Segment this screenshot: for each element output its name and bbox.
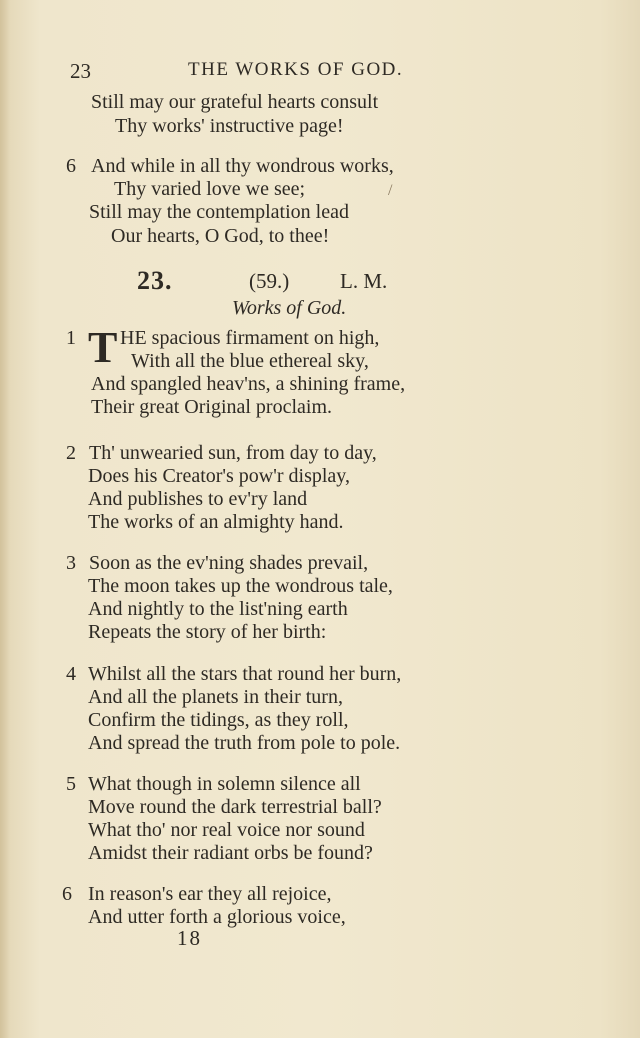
verse-line: With all the blue ethereal sky, — [131, 350, 369, 372]
drop-cap: T — [88, 323, 118, 372]
verse-line: Th' unwearied sun, from day to day, — [89, 442, 377, 464]
verse-line: And nightly to the list'ning earth — [88, 598, 348, 620]
verse-line: And utter forth a glorious voice, — [88, 906, 346, 928]
verse-number: 6 — [62, 883, 72, 905]
verse-number: 3 — [66, 552, 76, 574]
verse-line: Does his Creator's pow'r display, — [88, 465, 350, 487]
verse-line: Repeats the story of her birth: — [88, 621, 327, 643]
verse-line: Amidst their radiant orbs be found? — [88, 842, 373, 864]
previous-hymn-line: Thy varied love we see; — [114, 178, 306, 200]
verse-line: The works of an almighty hand. — [88, 511, 344, 533]
verse-line: In reason's ear they all rejoice, — [88, 883, 332, 905]
verse-line: And spangled heav'ns, a shining frame, — [91, 373, 406, 395]
previous-hymn-line: And while in all thy wondrous works, — [91, 155, 394, 177]
verse-number: 5 — [66, 773, 76, 795]
verse-line: HE spacious firmament on high, — [120, 327, 380, 349]
verse-number: 1 — [66, 327, 76, 349]
verse-line: Confirm the tidings, as they roll, — [88, 709, 349, 731]
verse-line: And all the planets in their turn, — [88, 686, 343, 708]
print-blemish-mark: / — [388, 182, 393, 199]
verse-line: What tho' nor real voice nor sound — [88, 819, 365, 841]
hymn-number: 23. — [137, 266, 173, 295]
previous-hymn-line: Our hearts, O God, to thee! — [111, 225, 330, 247]
signature-mark: 18 — [177, 926, 202, 950]
verse-line: And publishes to ev'ry land — [88, 488, 308, 510]
verse-line: What though in solemn silence all — [88, 773, 361, 795]
verse-number: 2 — [66, 442, 76, 464]
verse-line: Soon as the ev'ning shades prevail, — [89, 552, 369, 574]
page-number: 23 — [70, 59, 91, 83]
verse-line: Their great Original proclaim. — [91, 396, 333, 418]
verse-number: 6 — [66, 155, 76, 177]
hymn-title: Works of God. — [232, 297, 347, 319]
page-gutter-shadow — [0, 0, 10, 1038]
verse-line: The moon takes up the wondrous tale, — [88, 575, 393, 597]
verse-line: Whilst all the stars that round her burn, — [88, 663, 402, 685]
previous-hymn-line: Thy works' instructive page! — [115, 115, 344, 137]
verse-number: 4 — [66, 663, 76, 685]
hymn-meter: L. M. — [340, 269, 388, 293]
tune-reference: (59.) — [249, 269, 290, 293]
verse-line: And spread the truth from pole to pole. — [88, 732, 401, 754]
verse-line: Move round the dark terrestrial ball? — [88, 796, 382, 818]
previous-hymn-line: Still may the contemplation lead — [89, 201, 349, 223]
previous-hymn-line: Still may our grateful hearts consult — [91, 91, 379, 113]
running-title: THE WORKS OF GOD. — [188, 59, 404, 80]
